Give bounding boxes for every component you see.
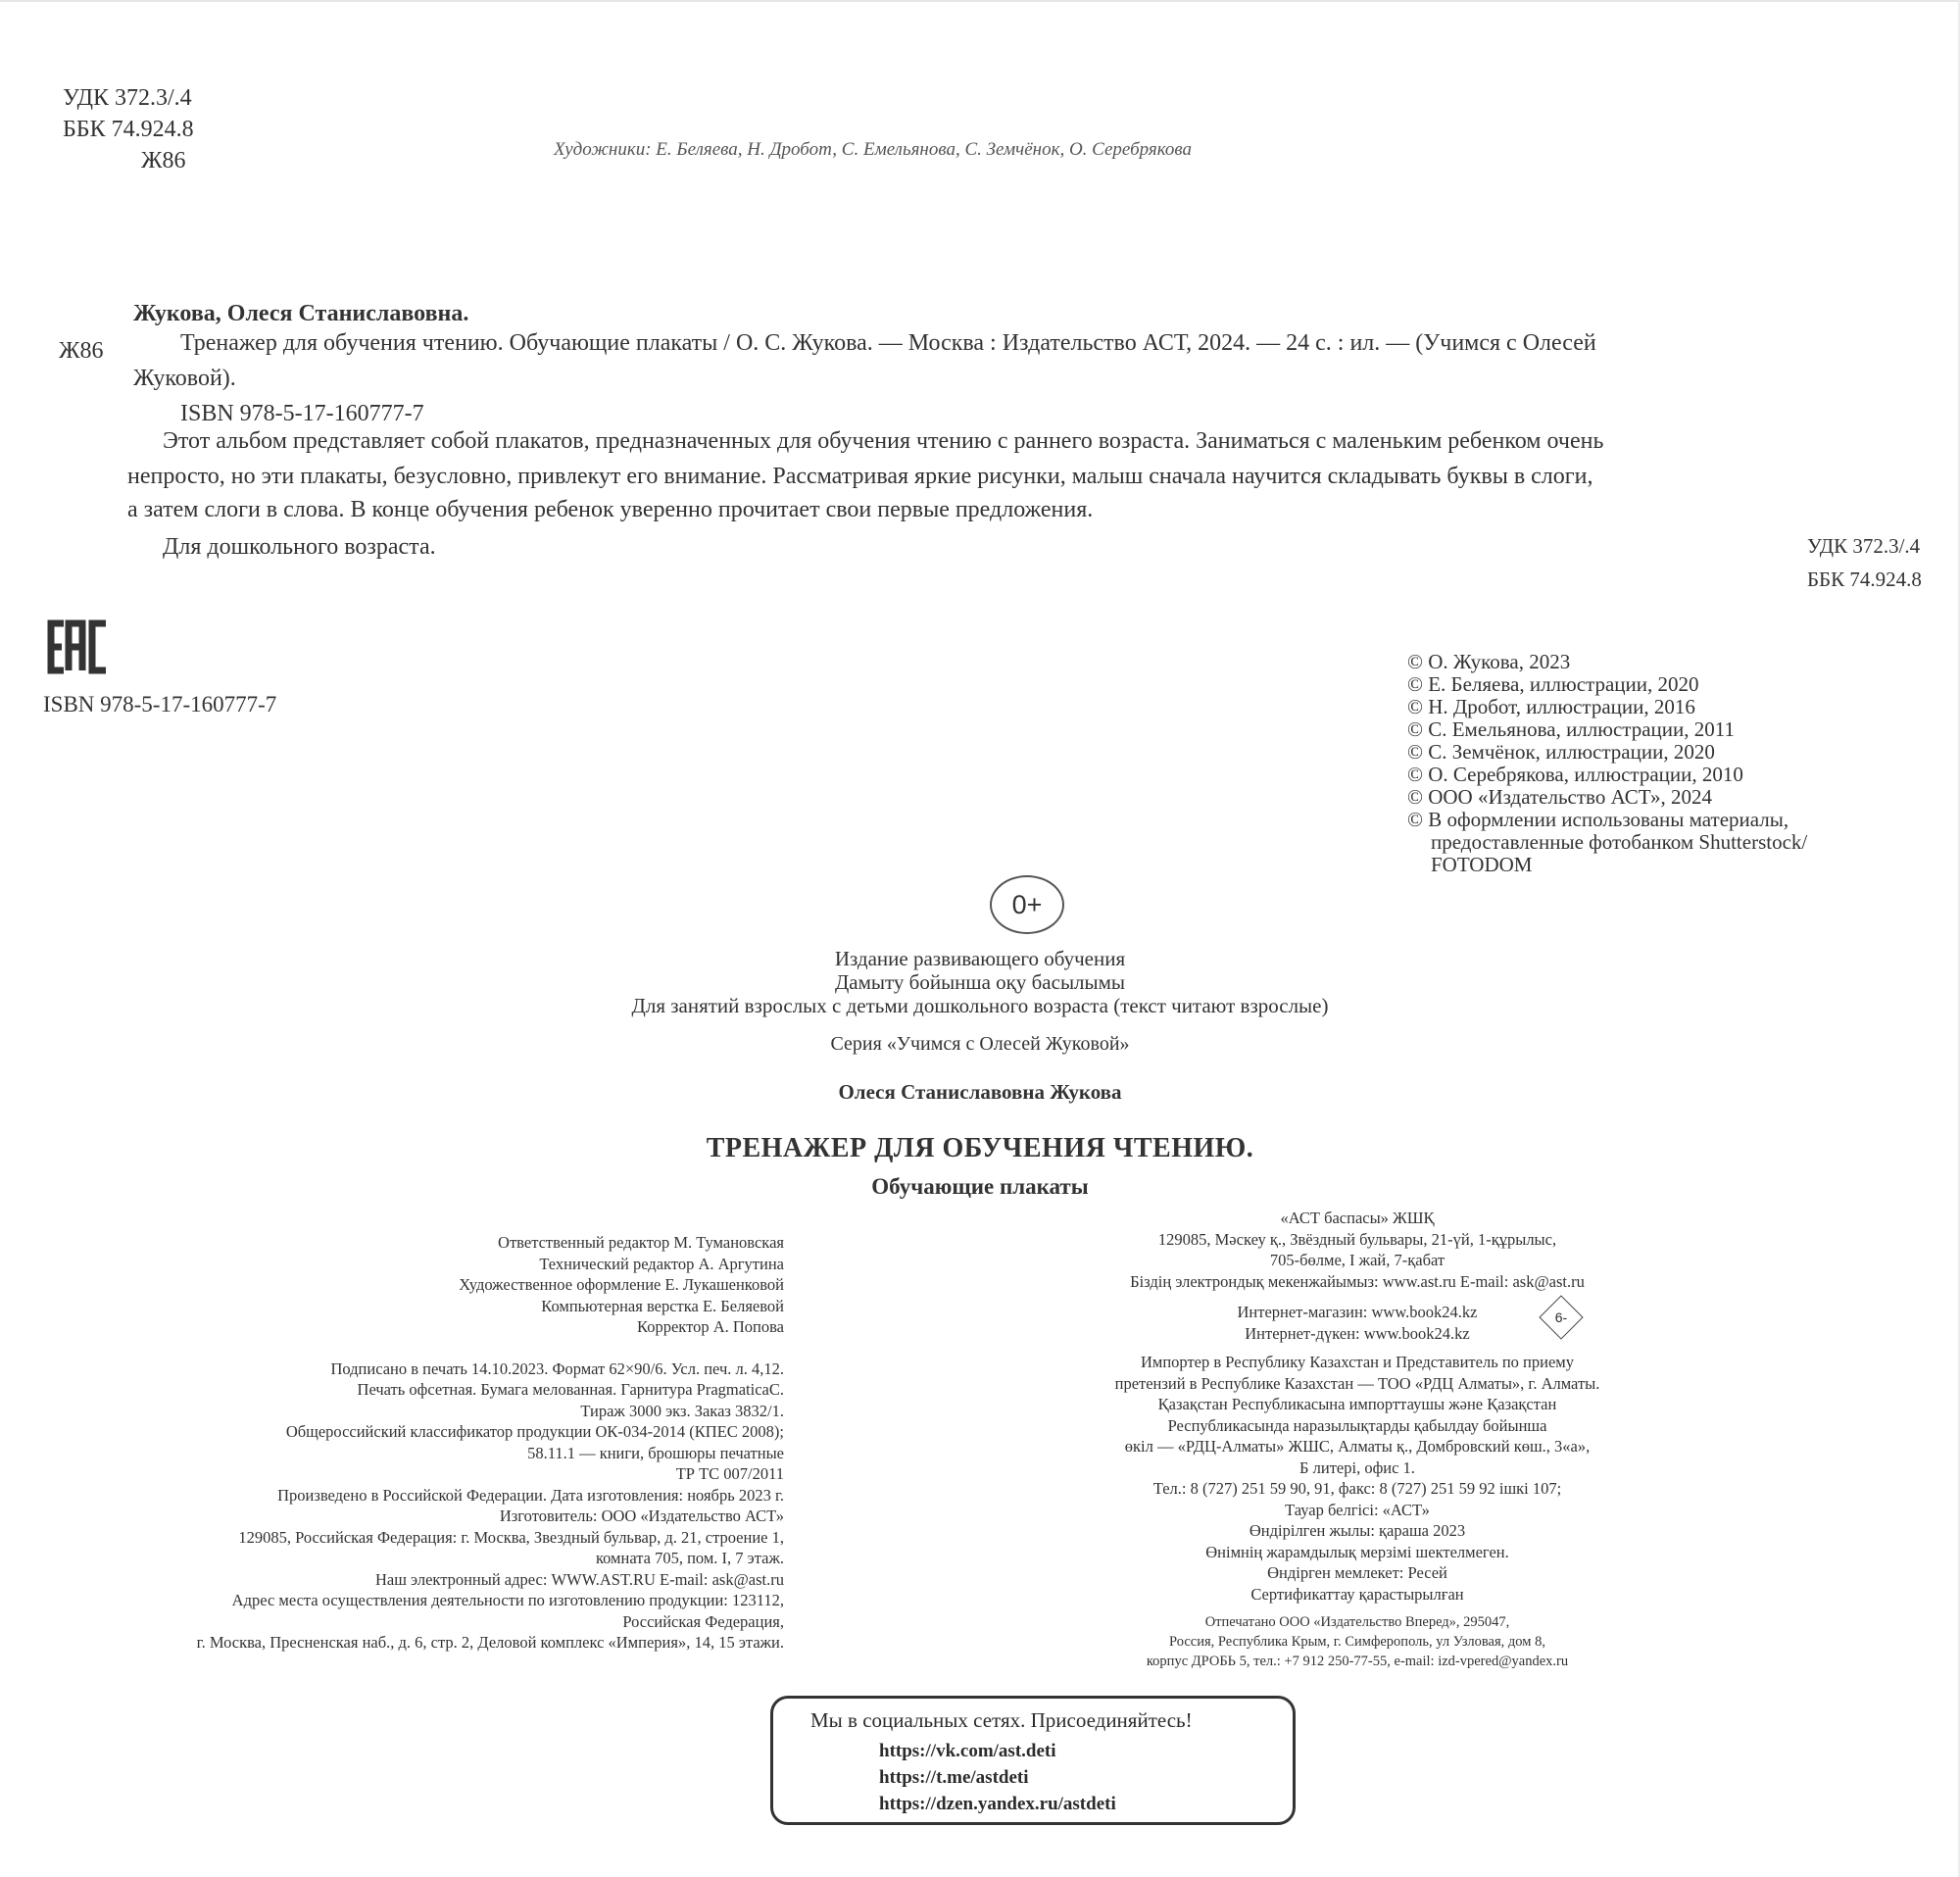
imprint-line: Технический редактор А. Аргутина xyxy=(539,1254,784,1273)
kz-age-rating-text: 6- xyxy=(1554,1309,1568,1325)
vk-link[interactable]: https://vk.com/ast.deti xyxy=(879,1741,1056,1761)
edition-usage: Для занятий взрослых с детьми дошкольного возраста (текст читают взрослые) xyxy=(631,994,1329,1017)
edition-type: Издание развивающего обучения xyxy=(834,947,1126,970)
imprint-russian xyxy=(197,1232,784,1654)
imprint-kazakh xyxy=(1058,1208,1656,1671)
book-title: ТРЕНАЖЕР ДЛЯ ОБУЧЕНИЯ ЧТЕНИЮ. xyxy=(706,1133,1254,1163)
copyright-line: © Е. Беляева, иллюстрации, 2020 xyxy=(1407,672,1699,696)
series-name: Серия «Учимся с Олесей Жуковой» xyxy=(830,1033,1130,1055)
imprint-line: Произведено в Российской Федерации. Дата изготовления: ноябрь 2023 г. xyxy=(277,1485,784,1505)
imprint-line: 58.11.1 — книги, брошюры печатные xyxy=(527,1443,784,1462)
record-code: Ж86 xyxy=(59,338,104,364)
edition-type-kz: Дамыту бойынша оқу басылымы xyxy=(834,970,1126,994)
record-annotation-line-3: а затем слоги в слова. В конце обучения ребенок уверенно прочитает свои первые предложения. xyxy=(127,497,1094,522)
imprint-kz-line: Өндірген мемлекет: Ресей xyxy=(1267,1563,1447,1582)
imprint-line: Печать офсетная. Бумага мелованная. Гарнитура PragmaticaC. xyxy=(357,1380,784,1399)
imprint-kz-line: Өнімнің жарамдылық мерзімі шектелмеген. xyxy=(1205,1542,1509,1561)
record-udk: УДК 372.3/.4 xyxy=(1807,534,1921,558)
book-subtitle: Обучающие плакаты xyxy=(871,1174,1089,1199)
copyright-line: © С. Емельянова, иллюстрации, 2011 xyxy=(1407,717,1735,741)
imprint-kz-line: Республикасында наразылықтарды қабылдау бойынша xyxy=(1167,1415,1547,1435)
printer-line: Россия, Республика Крым, г. Симферополь, ул Узловая, дом 8, xyxy=(1169,1634,1545,1650)
author-sign: Ж86 xyxy=(141,148,186,173)
imprint-line: Адрес места осуществления деятельности по изготовлению продукции: 123112, xyxy=(231,1591,784,1609)
bbk-code: ББК 74.924.8 xyxy=(63,117,194,142)
copyright-list xyxy=(1407,651,1807,876)
illustrators-credit: Художники: Е. Беляева, Н. Дробот, С. Емельянова, С. Земчёнок, О. Серебрякова xyxy=(554,139,1193,160)
imprint-line: ТР ТС 007/2011 xyxy=(675,1464,784,1483)
imprint-line: Изготовитель: ООО «Издательство АСТ» xyxy=(499,1507,784,1525)
imprint-line: Ответственный редактор М. Тумановская xyxy=(498,1233,784,1252)
imprint-line: Художественное оформление Е. Лукашенковой xyxy=(459,1275,784,1294)
imprint-spacer xyxy=(197,1338,784,1358)
copyright-line: © О. Серебрякова, иллюстрации, 2010 xyxy=(1407,763,1743,786)
imprint-line: Общероссийский классификатор продукции ОК-034-2014 (КПЕС 2008); xyxy=(285,1422,784,1441)
imprint-line: Российская Федерация, xyxy=(622,1611,784,1631)
age-rating-badge: 0+ xyxy=(990,875,1064,934)
record-age-note: Для дошкольного возраста. xyxy=(163,534,436,560)
imprint-kz-line: Интернет-дүкен: www.book24.kz xyxy=(1245,1323,1470,1343)
record-annotation-line-2: непросто, но эти плакаты, безусловно, привлекут его внимание. Рассматривая яркие рисунки, малыш сначала научится складывать буквы в слоги, xyxy=(127,464,1593,489)
social-links-box xyxy=(770,1696,1296,1825)
eac-logo-icon xyxy=(47,619,110,674)
imprint-kz-line: өкіл — «РДЦ-Алматы» ЖШС, Алматы қ., Домбровский көш., 3«а», xyxy=(1124,1437,1591,1456)
imprint-kz-line: Б литері, офис 1. xyxy=(1299,1457,1415,1477)
imprint-line: комната 705, пом. I, 7 этаж. xyxy=(595,1549,784,1567)
imprint-line: Тираж 3000 экз. Заказ 3832/1. xyxy=(580,1401,784,1420)
copyright-line: © Н. Дробот, иллюстрации, 2016 xyxy=(1407,695,1695,718)
copyright-line: предоставленные фотобанком Shutterstock/ xyxy=(1431,830,1808,854)
telegram-link[interactable]: https://t.me/astdeti xyxy=(879,1767,1029,1788)
dzen-link[interactable]: https://dzen.yandex.ru/astdeti xyxy=(879,1794,1116,1814)
imprint-kz-line: Тел.: 8 (727) 251 59 90, 91, факс: 8 (727) 251 59 92 ішкі 107; xyxy=(1152,1479,1562,1498)
record-codes xyxy=(1807,529,1922,596)
printer-line: корпус ДРОБЬ 5, тел.: +7 912 250-77-55, e-mail: izd-vpered@yandex.ru xyxy=(1146,1654,1569,1669)
imprint-kz-line: Қазақстан Республикасына импорттаушы және Қазақстан xyxy=(1157,1395,1557,1413)
imprint-kz-line: Біздің электрондық мекенжайымыз: www.ast.ru E-mail: ask@ast.ru xyxy=(1130,1271,1585,1291)
copyright-line: © ООО «Издательство АСТ», 2024 xyxy=(1407,785,1712,809)
imprint-kz-line: Тауар белгісі: «АСТ» xyxy=(1285,1500,1430,1519)
record-author: Жукова, Олеся Станиславовна. xyxy=(133,301,469,326)
social-link-list xyxy=(879,1738,1116,1817)
copyright-line: FOTODOM xyxy=(1431,853,1533,876)
record-title-line-1: Тренажер для обучения чтению. Обучающие плакаты / О. С. Жукова. — Москва : Издательство АСТ, 2024. — 24 с. : ил. — (Учимся с Олесей xyxy=(180,330,1596,356)
imprint-kz-line: «АСТ баспасы» ЖШҚ xyxy=(1280,1209,1435,1227)
imprint-line: Корректор А. Попова xyxy=(637,1317,784,1336)
copyright-line: © О. Жукова, 2023 xyxy=(1407,650,1571,673)
imprint-kz-line: 129085, Мәскеу қ., Звёздный бульвары, 21-үй, 1-құрылыс, xyxy=(1157,1229,1557,1249)
record-title-line-2: Жуковой). xyxy=(133,366,236,391)
imprint-kz-line: Интернет-магазин: www.book24.kz xyxy=(1237,1303,1478,1321)
classification-codes xyxy=(63,82,194,176)
imprint-line: Подписано в печать 14.10.2023. Формат 62×90/6. Усл. печ. л. 4,12. xyxy=(330,1358,784,1378)
imprint-kz-line: 705-бөлме, I жай, 7-қабат xyxy=(1269,1251,1446,1269)
imprint-line: г. Москва, Пресненская наб., д. 6, стр. 2, Деловой комплекс «Империя», 14, 15 этажи. xyxy=(196,1633,784,1652)
author-full-name: Олеся Станиславовна Жукова xyxy=(838,1080,1122,1104)
isbn: ISBN 978-5-17-160777-7 xyxy=(43,692,277,716)
imprint-kz-line: Импортер в Республику Казахстан и Представитель по приему xyxy=(1141,1353,1574,1371)
record-isbn: ISBN 978-5-17-160777-7 xyxy=(180,401,424,426)
imprint-kz-line: претензий в Республике Казахстан — ТОО «РДЦ Алматы», г. Алматы. xyxy=(1114,1373,1600,1393)
imprint-line: 129085, Российская Федерация: г. Москва, Звездный бульвар, д. 21, строение 1, xyxy=(238,1527,784,1547)
copyright-line: © С. Земчёнок, иллюстрации, 2020 xyxy=(1407,740,1715,764)
imprint-line: Наш электронный адрес: WWW.AST.RU E-mail: ask@ast.ru xyxy=(374,1569,784,1589)
imprint-kz-line: Өндірілген жылы: қараша 2023 xyxy=(1249,1521,1466,1540)
imprint-line: Компьютерная верстка Е. Беляевой xyxy=(541,1296,784,1315)
social-heading: Мы в социальных сетях. Присоединяйтесь! xyxy=(810,1708,1193,1732)
copyright-line: © В оформлении использованы материалы, xyxy=(1407,808,1789,831)
record-annotation-line-1: Этот альбом представляет собой плакатов, предназначенных для обучения чтению с раннего возраста. Заниматься с маленьким ребенком очень xyxy=(163,428,1604,454)
imprint-kz-line: Сертификаттау қарастырылған xyxy=(1250,1584,1464,1604)
udk-code: УДК 372.3/.4 xyxy=(63,85,192,111)
record-bbk: ББК 74.924.8 xyxy=(1807,568,1922,591)
printer-line: Отпечатано ООО «Издательство Вперед», 295047, xyxy=(1204,1614,1510,1630)
